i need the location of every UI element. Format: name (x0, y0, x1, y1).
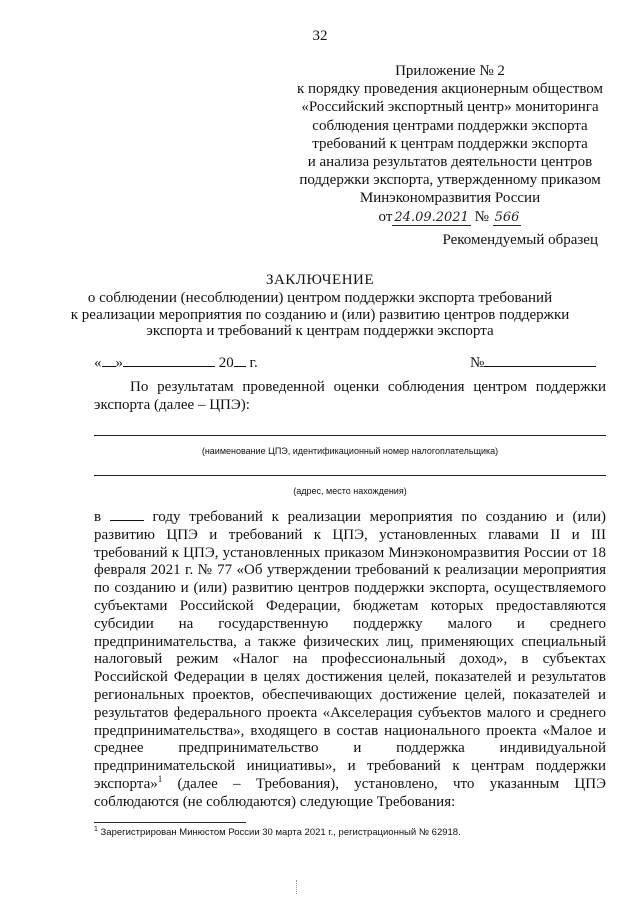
document-subtitle (60, 290, 580, 340)
footnote (94, 826, 606, 838)
body-prefix: в (94, 509, 102, 525)
appendix-line: поддержки экспорта, утвержденному приказом (299, 172, 601, 189)
footnote-separator (94, 822, 246, 823)
order-number-handwritten: 566 (494, 209, 520, 225)
address-caption: (адрес, место нахождения) (293, 486, 407, 496)
number-sign: № (470, 355, 485, 371)
page-number: 32 (312, 28, 328, 44)
body-paragraph (94, 508, 606, 812)
appendix-line: Минэкономразвития России (359, 190, 541, 207)
footnote-marker: 1 (94, 826, 98, 833)
name-fill-line[interactable] (94, 435, 606, 436)
body-text: году требований к реализации мероприятия по созданию и (или) развитию ЦПЭ и требований к ЦПЭ, установленных главами II и III требований к ЦПЭ, установленных приказом Минэкономразвития России от 18 февраля 2021 г. № 77 «Об утверждении требований к реализации мероприятия по созданию и (или) развитию центров поддержки экспорта, осуществляемого субъектами Российской Федерации, бюджетам которых предоставляются субсидии на государственную поддержку малого и среднего предпринимательства, а также физических лиц, применяющих специальный налоговый режим «Налог на профессиональный доход», в субъектах Российской Федерации в целях достижения целей, показателей и результатов региональных проектов, обеспечивающих достижение целей, показателей и результатов федерального проекта «Акселерация субъектов малого и среднего предпринимательства», входящего в состав национального проекта «Малое и среднее предпринимательство и поддержка индивидуальной предпринимательской инициативы», и требований к центрам поддержки экспорта» (94, 509, 607, 792)
order-date-handwritten: 24.09.2021 (394, 209, 469, 225)
order-prefix: от (378, 208, 393, 225)
sample-label: Рекомендуемый образец (442, 232, 598, 248)
appendix-line: соблюдения центрами поддержки экспорта (312, 117, 588, 134)
appendix-line: Приложение № 2 (395, 63, 505, 79)
subtitle-line: к реализации мероприятия по созданию и (или) развитию центров поддержки (70, 306, 570, 323)
address-fill-line[interactable] (94, 475, 606, 476)
year-fill-blank[interactable] (110, 508, 144, 521)
date-open-quote: « (94, 355, 102, 371)
body-text-end: (далее – Требования), установлено, что указанным ЦПЭ соблюдаются (не соблюдаются) следующие Требования: (94, 775, 606, 810)
scan-mark (296, 880, 298, 894)
year-prefix: 20 (218, 355, 234, 371)
document-title: ЗАКЛЮЧЕНИЕ (265, 272, 375, 288)
footnote-reference: 1 (157, 773, 163, 784)
number-field[interactable] (470, 354, 596, 372)
intro-paragraph: По результатам проведенной оценки соблюдения центром поддержки экспорта (далее – ЦПЭ): (94, 379, 606, 413)
date-close-quote: » (115, 355, 123, 371)
year-blank[interactable] (234, 354, 246, 367)
appendix-line: и анализа результатов деятельности центров (307, 154, 593, 171)
number-blank[interactable] (484, 354, 596, 367)
name-caption: (наименование ЦПЭ, идентификационный номер налогоплательщика) (201, 446, 499, 456)
footnote-text: Зарегистрирован Минюстом России 30 марта 2021 г., регистрационный № 62918. (100, 827, 461, 839)
day-blank[interactable] (102, 354, 116, 367)
year-suffix: г. (249, 355, 258, 371)
appendix-line: «Российский экспортный центр» мониторинга (301, 99, 599, 116)
date-field[interactable] (94, 354, 258, 372)
appendix-header (280, 62, 620, 226)
order-reference (280, 208, 620, 226)
subtitle-line: о соблюдении (несоблюдении) центром поддержки экспорта требований (87, 290, 553, 306)
subtitle-line: экспорта и требований к центрам поддержки экспорта (146, 323, 494, 339)
order-number-sign: № (474, 208, 489, 225)
month-blank[interactable] (123, 354, 215, 367)
appendix-line: требований к центрам поддержки экспорта (312, 135, 588, 152)
appendix-line: к порядку проведения акционерным обществом (296, 81, 604, 98)
